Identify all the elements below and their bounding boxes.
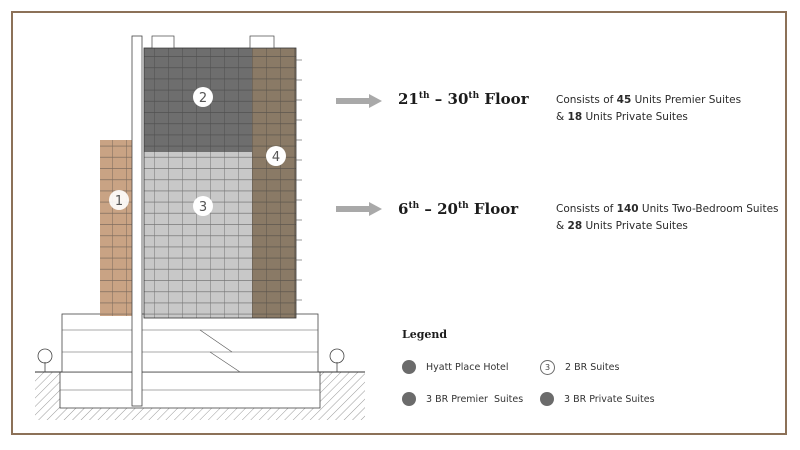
legend-title: Legend	[402, 328, 448, 341]
legend-dot-icon	[402, 392, 416, 406]
legend-item-2br: 3 2 BR Suites	[540, 360, 619, 375]
floor-range-title: 6th – 20th Floor	[398, 200, 519, 218]
podium	[62, 314, 318, 372]
svg-text:4: 4	[271, 150, 281, 165]
legend-item-premier: 3 BR Premier Suites	[402, 392, 523, 406]
legend-item-private: 3 BR Private Suites	[540, 392, 655, 406]
tree-left-icon	[38, 349, 52, 372]
arrow-icon	[336, 94, 382, 108]
legend-dot-icon	[540, 392, 554, 406]
arrow-icon	[336, 202, 382, 216]
svg-text:3: 3	[198, 200, 208, 215]
marker-4	[266, 146, 286, 166]
marker-2	[193, 87, 213, 107]
marker-3	[193, 196, 213, 216]
svg-text:2: 2	[198, 91, 208, 106]
marker-1	[109, 190, 129, 210]
svg-text:1: 1	[114, 194, 124, 209]
legend-numbered-circle-icon: 3	[540, 360, 555, 375]
floor-description: Consists of 45 Units Premier Suites & 18 Units Private Suites	[556, 94, 742, 123]
core-shaft	[132, 36, 142, 406]
legend-item-hotel: Hyatt Place Hotel	[402, 360, 509, 374]
legend-dot-icon	[402, 360, 416, 374]
floor-description: Consists of 140 Units Two-Bedroom Suites & 28 Units Private Suites	[556, 203, 779, 232]
floor-range-title: 21th – 30th Floor	[398, 90, 529, 108]
tree-right-icon	[330, 349, 344, 372]
